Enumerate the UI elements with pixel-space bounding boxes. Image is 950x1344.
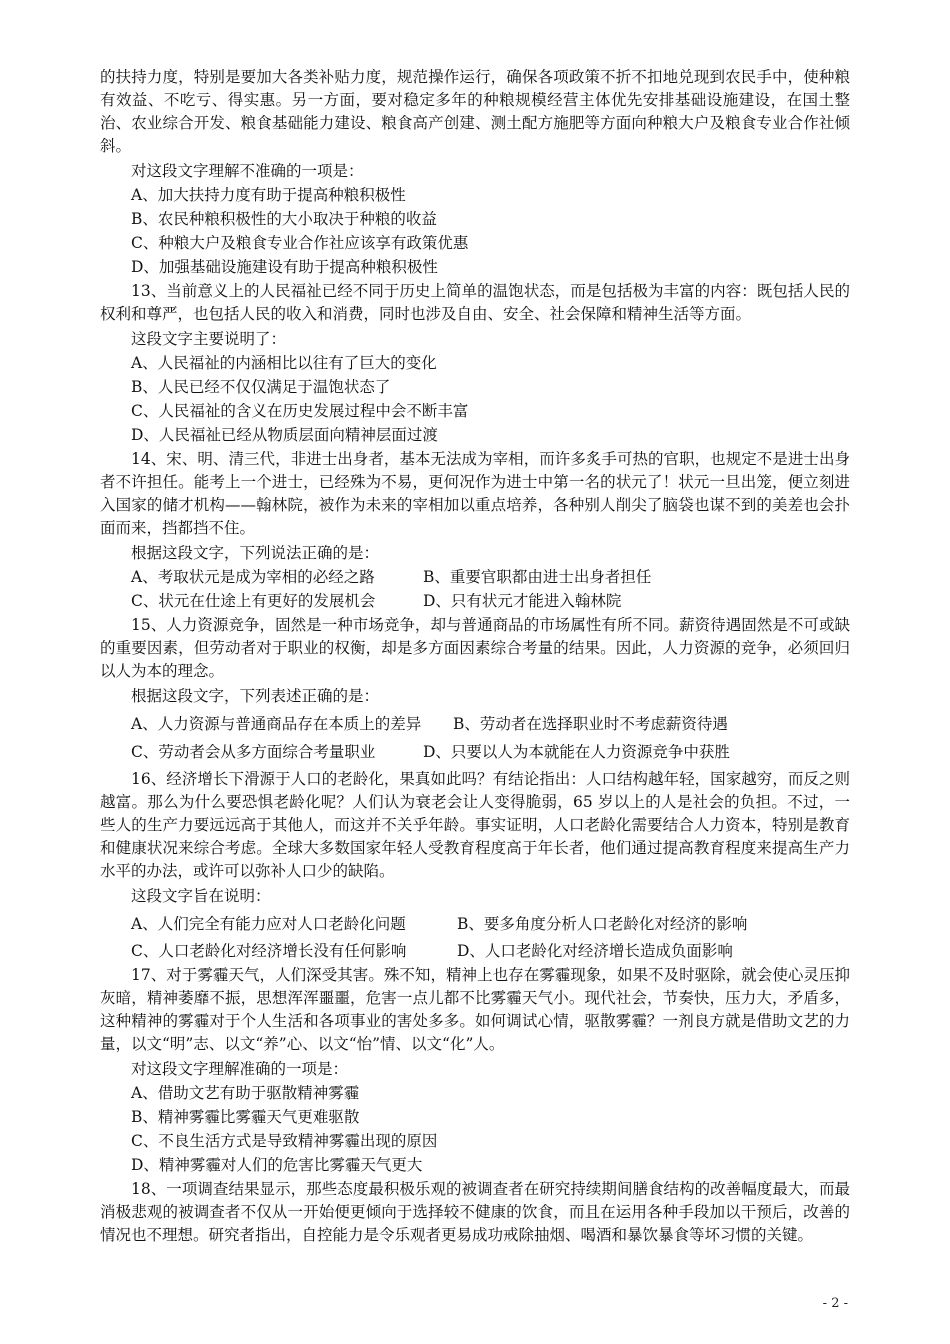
option-a: A、人民福祉的内涵相比以往有了巨大的变化 — [131, 354, 437, 372]
option-row — [100, 940, 850, 963]
option-b: B、劳动者在选择职业时不考虑薪资待遇 — [453, 715, 728, 733]
option-a: A、借助文艺有助于驱散精神雾霾 — [131, 1084, 360, 1102]
option-c: C、人民福祉的含义在历史发展过程中会不断丰富 — [131, 402, 469, 420]
question-stem: 这段文字主要说明了： — [131, 330, 287, 348]
document-page — [100, 66, 850, 1247]
page-number: - 2 - — [822, 1296, 848, 1311]
option-a: A、考取状元是成为宰相的必经之路 — [131, 568, 375, 586]
option-d: D、只要以人为本就能在人力资源竞争中获胜 — [423, 743, 730, 761]
option-b: B、农民种粮积极性的大小取决于种粮的收益 — [131, 210, 437, 228]
option-c: C、种粮大户及粮食专业合作社应该享有政策优惠 — [131, 234, 469, 252]
option-a: A、加大扶持力度有助于提高种粮积极性 — [131, 186, 406, 204]
question-passage: 13、当前意义上的人民福祉已经不同于历史上简单的温饱状态，而是包括极为丰富的内容：既包括人民的权利和尊严，也包括人民的收入和消费，同时也涉及自由、安全、社会保障和精神生活等方面。 — [100, 282, 850, 323]
question-15 — [100, 614, 850, 764]
option-b: B、重要官职都由进士出身者担任 — [423, 568, 652, 586]
question-passage: 16、经济增长下滑源于人口的老龄化，果真如此吗？有结论指出：人口结构越年轻，国家越穷，而反之则越富。那么为什么要恐惧老龄化呢？人们认为衰老会让人变得脆弱，65 岁以上的人是社会的负担。不过，一些人的生产力要远远高于其他人，而这并不关乎年龄。事实证明，人口老龄化需要结合人力资本，特别是教育和健康状况来综合考虑。全球大多数国家年轻人受教育程度高于年长者，他们通过提高教育程度来提高生产力水平的办法，或许可以弥补人口少的缺陷。 — [100, 770, 850, 880]
option-c: C、不良生活方式是导致精神雾霾出现的原因 — [131, 1132, 438, 1150]
question-passage: 18、一项调查结果显示，那些态度最积极乐观的被调查者在研究持续期间膳食结构的改善幅度最大，而最消极悲观的被调查者不仅从一开始便更倾向于选择较不健康的饮食，而且在运用各种手段加以干预后，改善的情况也不理想。研究者指出，自控能力是令乐观者更易成功戒除抽烟、喝酒和暴饮暴食等坏习惯的关键。 — [100, 1180, 850, 1244]
option-c: C、劳动者会从多方面综合考量职业 — [131, 743, 376, 761]
option-row — [100, 741, 850, 764]
question-stem: 根据这段文字，下列说法正确的是： — [131, 544, 380, 562]
option-b: B、人民已经不仅仅满足于温饱状态了 — [131, 378, 391, 396]
option-d: D、人口老龄化对经济增长造成负面影响 — [457, 942, 733, 960]
question-14 — [100, 448, 850, 613]
question-12-continued — [100, 66, 850, 279]
question-stem: 根据这段文字，下列表述正确的是： — [131, 687, 380, 705]
option-d: D、精神雾霾对人们的危害比雾霾天气更大 — [131, 1156, 423, 1174]
question-stem: 对这段文字理解不准确的一项是： — [131, 162, 364, 180]
question-17 — [100, 964, 850, 1177]
option-row — [100, 590, 850, 613]
option-d: D、加强基础设施建设有助于提高种粮积极性 — [131, 258, 438, 276]
option-c: C、人口老龄化对经济增长没有任何影响 — [131, 942, 407, 960]
option-b: B、要多角度分析人口老龄化对经济的影响 — [457, 915, 748, 933]
question-stem: 对这段文字理解准确的一项是： — [131, 1060, 349, 1078]
question-18 — [100, 1178, 850, 1247]
option-row — [100, 913, 850, 936]
option-row — [100, 566, 850, 589]
option-a: A、人力资源与普通商品存在本质上的差异 — [131, 715, 422, 733]
option-row — [100, 713, 850, 736]
question-passage: 14、宋、明、清三代，非进士出身者，基本无法成为宰相，而许多炙手可热的官职，也规定不是进士出身者不许担任。能考上一个进士，已经殊为不易，更何况作为进士中第一名的状元了！状元一旦出笼，便立刻进入国家的储才机构——翰林院，被作为未来的宰相加以重点培养，各种别人削尖了脑袋也谋不到的美差也会扑面而来，挡都挡不住。 — [100, 450, 850, 537]
question-passage: 15、人力资源竞争，固然是一种市场竞争，却与普通商品的市场属性有所不同。薪资待遇固然是不可或缺的重要因素，但劳动者对于职业的权衡，却是多方面因素综合考量的结果。因此，人力资源的竞争，必须回归以人为本的理念。 — [100, 616, 850, 680]
option-d: D、只有状元才能进入翰林院 — [423, 592, 622, 610]
question-stem: 这段文字旨在说明： — [131, 887, 271, 905]
question-16 — [100, 768, 850, 963]
question-13 — [100, 280, 850, 447]
option-b: B、精神雾霾比雾霾天气更难驱散 — [131, 1108, 360, 1126]
question-passage: 的扶持力度，特别是要加大各类补贴力度，规范操作运行，确保各项政策不折不扣地兑现到农民手中，使种粮有效益、不吃亏、得实惠。另一方面，要对稳定多年的种粮规模经营主体优先安排基础设施建设，在国土整治、农业综合开发、粮食基础能力建设、粮食高产创建、测土配方施肥等方面向种粮大户及粮食专业合作社倾斜。 — [100, 68, 850, 155]
question-passage: 17、对于雾霾天气，人们深受其害。殊不知，精神上也存在雾霾现象，如果不及时驱除，就会使心灵压抑灰暗，精神萎靡不振，思想浑浑噩噩，危害一点儿都不比雾霾天气小。现代社会，节奏快，压力大，矛盾多，这种精神的雾霾对于个人生活和各项事业的害处多多。如何调试心情，驱散雾霾？一剂良方就是借助文艺的力量，以文“明”志、以文“养”心、以文“怡”情、以文“化”人。 — [100, 966, 850, 1053]
option-c: C、状元在仕途上有更好的发展机会 — [131, 592, 376, 610]
option-d: D、人民福祉已经从物质层面向精神层面过渡 — [131, 426, 438, 444]
option-a: A、人们完全有能力应对人口老龄化问题 — [131, 915, 406, 933]
